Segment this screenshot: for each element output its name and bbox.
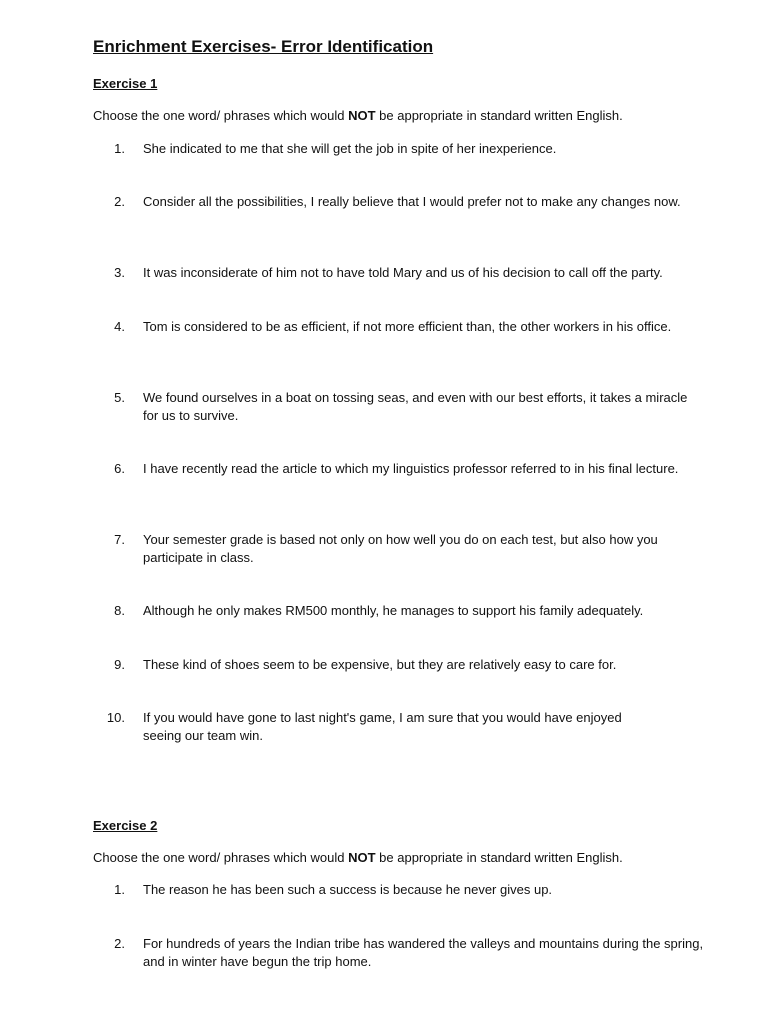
exercise-2-heading: Exercise 2 [93, 818, 158, 833]
instruction-text: be appropriate in standard written English. [375, 108, 623, 123]
item-text: These kind of shoes seem to be expensive, but they are relatively easy to care for. [143, 657, 617, 672]
item-number: 2. [114, 194, 125, 209]
item-text: The reason he has been such a success is because he never gives up. [143, 882, 553, 897]
item-number: 8. [114, 603, 125, 618]
item-number: 1. [114, 882, 125, 897]
instruction-text: be appropriate in standard written English. [375, 850, 623, 865]
item-number: 9. [114, 657, 125, 672]
item-text: I have recently read the article to which my linguistics professor referred to in his final lecture. [143, 461, 679, 476]
exercise-2-instruction [93, 850, 623, 865]
instruction-text: Choose the one word/ phrases which would [93, 850, 349, 865]
item-text: She indicated to me that she will get the job in spite of her inexperience. [143, 141, 557, 156]
instruction-text: Choose the one word/ phrases which would [93, 108, 349, 123]
exercise-1-instruction [93, 108, 623, 123]
item-number: 6. [114, 461, 125, 476]
item-number: 10. [106, 710, 125, 725]
item-text: It was inconsiderate of him not to have told Mary and us of his decision to call off the party. [143, 265, 663, 280]
item-number: 3. [114, 265, 125, 280]
instruction-emphasis: NOT [348, 850, 376, 865]
document-title: Enrichment Exercises- Error Identification [93, 37, 434, 56]
instruction-emphasis: NOT [348, 108, 376, 123]
item-number: 4. [114, 319, 125, 334]
item-text: Tom is considered to be as efficient, if not more efficient than, the other workers in his office. [143, 319, 672, 334]
item-text: We found ourselves in a boat on tossing seas, and even with our best efforts, it takes a miracle for us to survive. [143, 390, 688, 423]
item-text: Your semester grade is based not only on how well you do on each test, but also how you participate in class. [143, 532, 658, 565]
item-text: For hundreds of years the Indian tribe has wandered the valleys and mountains during the spring, and in winter have begun the trip home. [143, 936, 704, 969]
item-number: 2. [114, 936, 125, 951]
item-text: If you would have gone to last night's game, I am sure that you would have enjoyed seeing our team win. [143, 710, 622, 743]
exercise-1-heading: Exercise 1 [93, 76, 158, 91]
item-text: Consider all the possibilities, I really believe that I would prefer not to make any changes now. [143, 194, 681, 209]
item-number: 1. [114, 141, 125, 156]
item-number: 5. [114, 390, 125, 405]
item-number: 7. [114, 532, 125, 547]
item-text: Although he only makes RM500 monthly, he manages to support his family adequately. [143, 603, 644, 618]
